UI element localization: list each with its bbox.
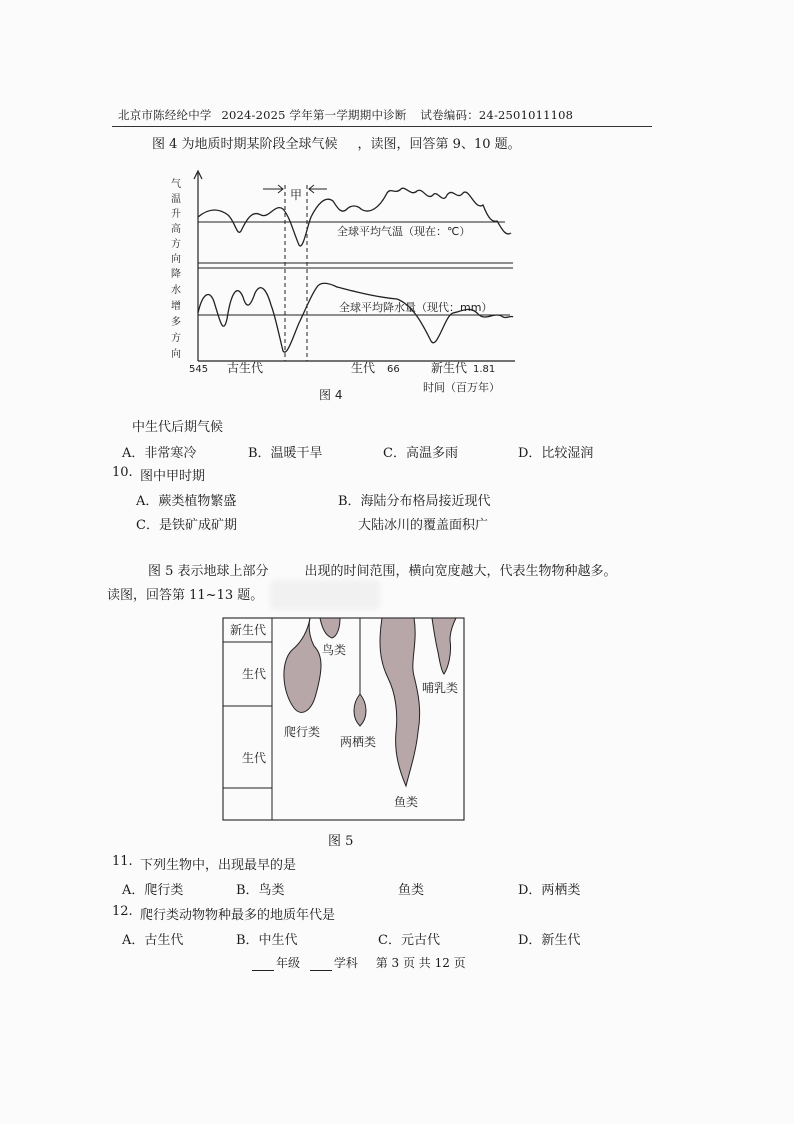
q12-option-d[interactable]: D．新生代	[518, 933, 581, 948]
figure-4-caption: 图 4	[319, 388, 343, 402]
temp-axis-char: 升	[171, 209, 181, 220]
jia-arrow-right	[309, 185, 327, 193]
q10-option-b[interactable]: B．海陆分布格局接近现代	[338, 494, 491, 509]
label-reptile: 爬行类	[284, 725, 321, 739]
q10-option-c[interactable]: C．是铁矿成矿期	[136, 518, 237, 533]
precip-axis-char: 向	[171, 349, 181, 360]
era-cenozoic: 新生代	[230, 623, 267, 637]
q11-option-b[interactable]: B．鸟类	[236, 883, 285, 898]
fig5-intro-mid: 出现的时间范围，横向宽度越大，代表生物物种越多。	[304, 564, 617, 579]
header-divider	[112, 126, 652, 127]
precip-axis-char: 增	[171, 301, 181, 312]
term-label: 2024-2025 学年第一学期期中诊断	[221, 108, 407, 122]
x-axis-unit: 时间（百万年）	[423, 381, 500, 394]
temp-axis-label	[171, 178, 181, 265]
bird-shape	[320, 618, 340, 638]
grade-label: 年级	[276, 956, 301, 970]
label-fish: 鱼类	[394, 795, 419, 809]
q12-stem: 爬行类动物物种最多的地质年代是	[140, 908, 336, 923]
school-name: 北京市陈经纶中学	[118, 108, 212, 122]
x-tick-545: 545	[189, 364, 209, 375]
exam-code: 24-2501011108	[478, 108, 574, 122]
x-tick-66: 66	[387, 364, 400, 375]
label-amphibian: 两栖类	[340, 735, 377, 749]
jia-arrow-left	[263, 185, 283, 193]
fig4-intro	[152, 133, 521, 152]
q12-option-a[interactable]: A．古生代	[122, 933, 184, 948]
temp-axis-char: 气	[171, 179, 181, 190]
scan-smudge	[270, 580, 380, 610]
precip-axis-char: 多	[171, 317, 181, 328]
fig5-intro-2: 读图，回答第 11~13 题。	[107, 588, 264, 603]
temp-axis-char: 方	[171, 239, 181, 250]
page-number: 第 3 页 共 12 页	[375, 956, 466, 970]
fig4-intro-tail: ，读图，回答第 9、10 题。	[357, 137, 521, 152]
mammal-shape	[432, 618, 456, 674]
fish-shape	[380, 618, 420, 786]
reptile-shape	[284, 618, 321, 712]
q10-stem: 图中甲时期	[140, 469, 206, 484]
q10-option-a[interactable]: A．蕨类植物繁盛	[136, 494, 237, 509]
q11-option-c[interactable]: 鱼类	[398, 883, 425, 898]
q11-number: 11.	[112, 854, 133, 869]
q11-option-a[interactable]: A．爬行类	[122, 883, 184, 898]
figure-5-species-chart	[222, 614, 472, 824]
label-mammal: 哺乳类	[422, 681, 459, 695]
q9-option-c[interactable]: C．高温多雨	[383, 446, 458, 461]
label-bird: 鸟类	[322, 643, 347, 657]
q12-option-b[interactable]: B．中生代	[236, 933, 298, 948]
era-paleozoic: 生代	[242, 751, 267, 765]
q9-option-b[interactable]: B．温暖干旱	[248, 446, 323, 461]
temp-axis-char: 温	[171, 194, 181, 205]
fig5-intro	[148, 560, 617, 579]
temp-axis-char: 向	[171, 254, 181, 265]
q12-number: 12.	[112, 904, 133, 919]
temp-average-label: 全球平均气温（现在：℃）	[337, 225, 471, 238]
temp-axis-char: 高	[171, 224, 181, 235]
subject-label: 学科	[333, 956, 358, 970]
subject-blank[interactable]	[310, 958, 332, 971]
figure-4-climate-chart	[165, 165, 525, 405]
fig5-intro-text: 图 5 表示地球上部分	[148, 564, 269, 579]
q11-stem: 下列生物中，出现最早的是	[140, 858, 297, 873]
jia-label: 甲	[290, 188, 303, 202]
era-mesozoic: 生代	[242, 667, 267, 681]
q9-stem: 中生代后期气候	[132, 420, 224, 435]
precip-average-label: 全球平均降水量（现代：mm）	[339, 301, 493, 314]
fig4-intro-text: 图 4 为地质时期某阶段全球气候	[152, 137, 338, 152]
grade-blank[interactable]	[252, 958, 274, 971]
precip-axis-label	[171, 267, 181, 360]
precip-axis-char: 方	[171, 333, 181, 344]
precip-axis-char: 降	[171, 269, 181, 280]
q11-option-d[interactable]: D．两栖类	[518, 883, 581, 898]
page-footer	[252, 954, 466, 971]
amphibian-shape	[354, 618, 366, 726]
x-tick-181: 1.81	[473, 364, 496, 375]
q9-option-a[interactable]: A．非常寒冷	[122, 446, 197, 461]
precipitation-curve	[198, 283, 513, 352]
figure-5-caption: 图 5	[328, 834, 354, 849]
q10-option-d[interactable]: 大陆冰川的覆盖面积广	[358, 518, 489, 533]
era-mesozoic: 生代	[351, 361, 376, 375]
q9-option-d[interactable]: D．比较湿润	[518, 446, 594, 461]
era-paleozoic: 古生代	[227, 361, 264, 375]
precip-axis-char: 水	[171, 285, 181, 296]
q10-number: 10.	[112, 465, 133, 480]
code-label: 试卷编码：	[420, 108, 479, 122]
q12-option-c[interactable]: C．元古代	[378, 933, 440, 948]
era-cenozoic: 新生代	[431, 361, 468, 375]
exam-header	[118, 107, 573, 123]
